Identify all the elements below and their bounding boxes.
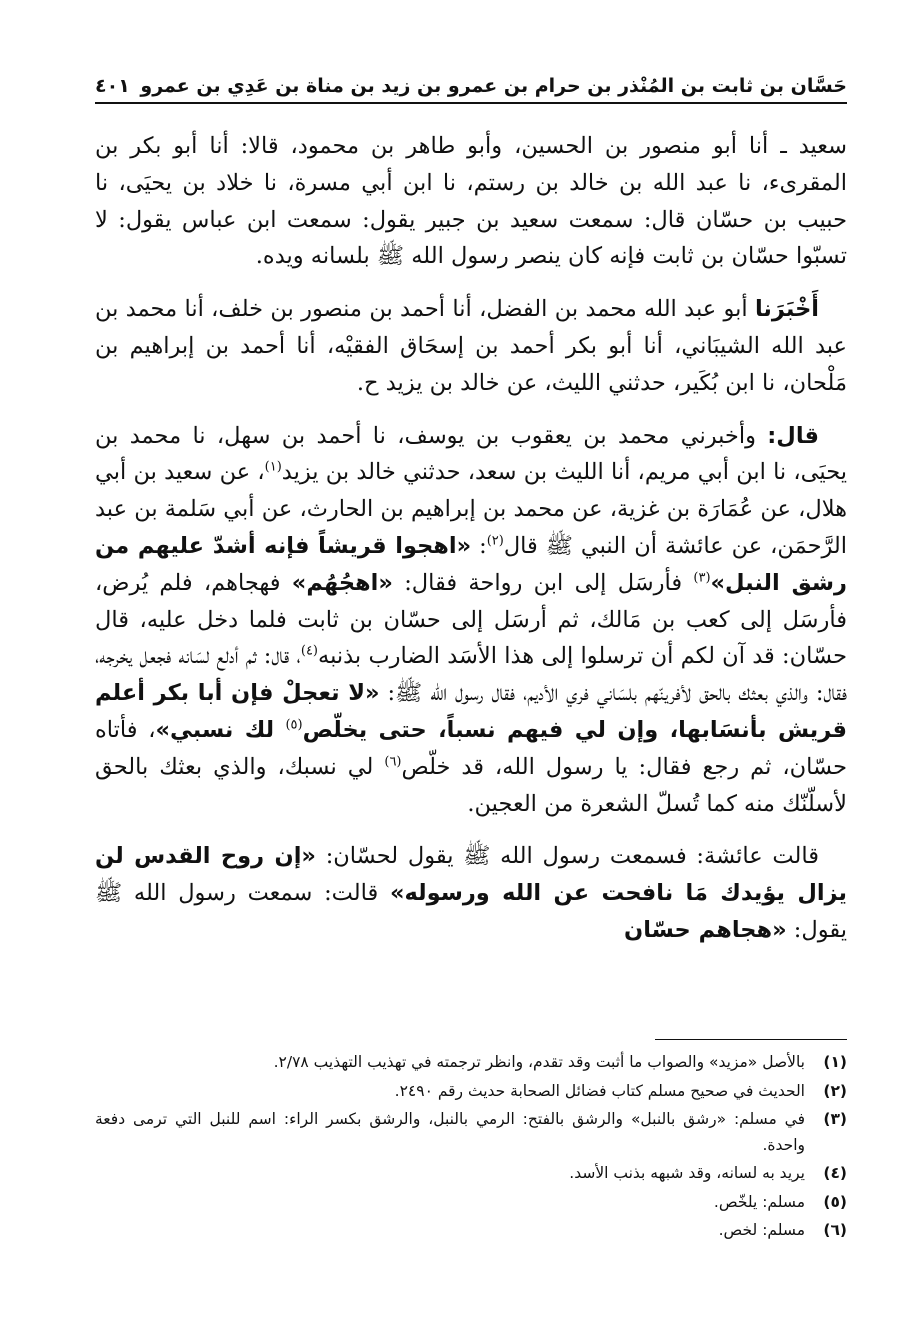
hadith-quote-2: «اهجُهُم»: [291, 569, 393, 596]
paragraph-3-text-5: فهجاهم، فلم يُرض، فأرسَل إلى كعب بن مَالك، ثم أرسَل إلى حسّان بن ثابت فلما دخل عليه، قال حسّان: قد آن لكم أن ترسلوا إلى هذا الأسَد الضارب بذنبه: [95, 569, 847, 670]
hadith-quote-3: «لا تعجلْ فإن أبا بكر أعلم قريش بأنسَابها، وإن لي فيهم نسباً، حتى يخلّص: [95, 680, 847, 743]
footnote-text: مسلم: لخص.: [718, 1221, 805, 1239]
paragraph-3-text-4: فأرسَل إلى ابن رواحة فقال:: [392, 569, 694, 596]
header-title: حَسَّان بن ثابت بن المُنْذر بن حرام بن عمرو بن زيد بن مناة بن عَدِي بن عمرو: [140, 75, 847, 97]
paragraph-4: [95, 838, 847, 948]
footnote-number: (١): [823, 1053, 847, 1071]
footnote-number: (٣): [823, 1110, 847, 1128]
footnote-number: (٢): [823, 1081, 847, 1100]
header-divider: [95, 102, 847, 104]
hadith-quote-4: لك نسبي»: [155, 716, 286, 743]
footnote-ref-5: (٥): [285, 717, 303, 733]
running-header: [95, 60, 847, 100]
footnote-ref-1: (١): [264, 459, 282, 475]
paragraph-3-text-8: لي نسبك، والذي بعثك بالحق لأسلّنّك منه كما تُسلّ الشعرة من العجين.: [95, 753, 847, 817]
footnote-divider: [655, 1039, 847, 1040]
footnote-text: في مسلم: «رشق بالنبل» والرشق بالفتح: الرمي بالنبل، والرشق بكسر الراء: اسم للنبل التي ترمى دفعة واحدة.: [95, 1110, 805, 1154]
paragraph-3-text-1: وأخبرني محمد بن يعقوب بن يوسف، نا أحمد بن سهل، نا محمد بن يحيَى، نا ابن أبي مريم، أنا الليث بن سعد، حدثني خالد بن يزيد: [95, 422, 847, 486]
footnote-text: مسلم: يلخّص.: [713, 1192, 805, 1211]
paragraph-1: [95, 128, 847, 275]
footnote-number: (٦): [823, 1221, 847, 1239]
paragraph-2-lead: أَخْبَرَنا: [754, 296, 819, 323]
footnote-6: [95, 1218, 847, 1244]
footnote-number: (٤): [823, 1164, 847, 1182]
footnote-text: بالأصل «مزيد» والصواب ما أثبت وقد تقدم، وانظر ترجمته في تهذيب التهذيب ٢/٧٨.: [273, 1053, 805, 1071]
paragraph-4-text-1: قالت عائشة: فسمعت رسول الله ﷺ يقول لحسّان:: [315, 843, 819, 870]
paragraph-3-text-6: ، قال: ثم أدلع لسَانه فجعل يخرجه، فقال: والذي بعثك بالحق لأفرينّهم بلسَاني فري الأديم، فقال رسول الله ﷺ:: [95, 643, 847, 707]
paragraph-3-text-2: ، عن سعيد بن أبي هلال، عن عُمَارَة بن غزية، عن محمد بن إبراهيم بن الحارث، عن أبي سَلمة بن عبد الرَّحمَن، عن عائشة أن النبي ﷺ قال: [95, 459, 847, 559]
paragraph-2-text: أبو عبد الله محمد بن الفضل، أنا أحمد بن منصور بن خلف، أنا محمد بن عبد الله الشيبَاني، أنا أبو بكر أحمد بن إسحَاق الفقيْه، أنا أحمد بن إبراهيم بن مَلْحان، نا ابن بُكَير، حدثني الليث، عن خالد بن يزيد ح.: [95, 296, 847, 396]
footnote-ref-2: (٢): [486, 533, 504, 549]
footnote-text: الحديث في صحيح مسلم كتاب فضائل الصحابة حديث رقم ٢٤٩٠.: [394, 1081, 805, 1100]
footnote-ref-6: (٦): [384, 754, 402, 770]
hadith-quote-5: «إن روح القدس لن يزال يؤيدك مَا نافحت عن الله ورسوله»: [95, 843, 847, 907]
paragraph-3-lead: قال:: [767, 422, 819, 449]
paragraph-3-text-7: ، فأتاه حسّان، ثم رجع فقال: يا رسول الله، قد خلّص: [95, 716, 847, 780]
main-text: [95, 128, 847, 965]
footnote-number: (٥): [823, 1192, 847, 1211]
paragraph-3-text-3: :: [471, 532, 487, 559]
footnote-2: [95, 1079, 847, 1105]
footnote-text: يريد به لسانه، وقد شبهه بذنب الأسد.: [569, 1164, 805, 1182]
footnote-5: [95, 1190, 847, 1216]
page-number: ٤٠١: [95, 75, 130, 97]
footnote-4: [95, 1161, 847, 1187]
hadith-quote-1: «اهجوا قريشاً فإنه أشدّ عليهم من رشق النبل»: [95, 532, 847, 596]
footnote-1: [95, 1050, 847, 1076]
paragraph-1-text: سعيد ـ أنا أبو منصور بن الحسين، وأبو طاهر بن محمود، قالا: أنا أبو بكر بن المقرىء، نا عبد الله بن خالد بن رستم، نا ابن أبي مسرة، نا خلاد بن يحيَى، نا حبيب بن حسّان قال: سمعت سعيد بن جبير يقول: سمعت ابن عباس يقول: لا تسبّوا حسّان بن ثابت فإنه كان ينصر رسول الله ﷺ بلسانه ويده.: [95, 133, 847, 270]
footnote-ref-3: (٣): [693, 570, 711, 586]
footnote-3: [95, 1107, 847, 1158]
paragraph-3: [95, 418, 847, 823]
footnote-ref-4: (٤): [300, 643, 318, 659]
paragraph-4-text-2: قالت: سمعت رسول الله ﷺ يقول:: [95, 880, 847, 943]
paragraph-2: [95, 291, 847, 401]
hadith-quote-6: «هجاهم حسّان: [623, 916, 787, 943]
footnotes: [95, 1050, 847, 1247]
